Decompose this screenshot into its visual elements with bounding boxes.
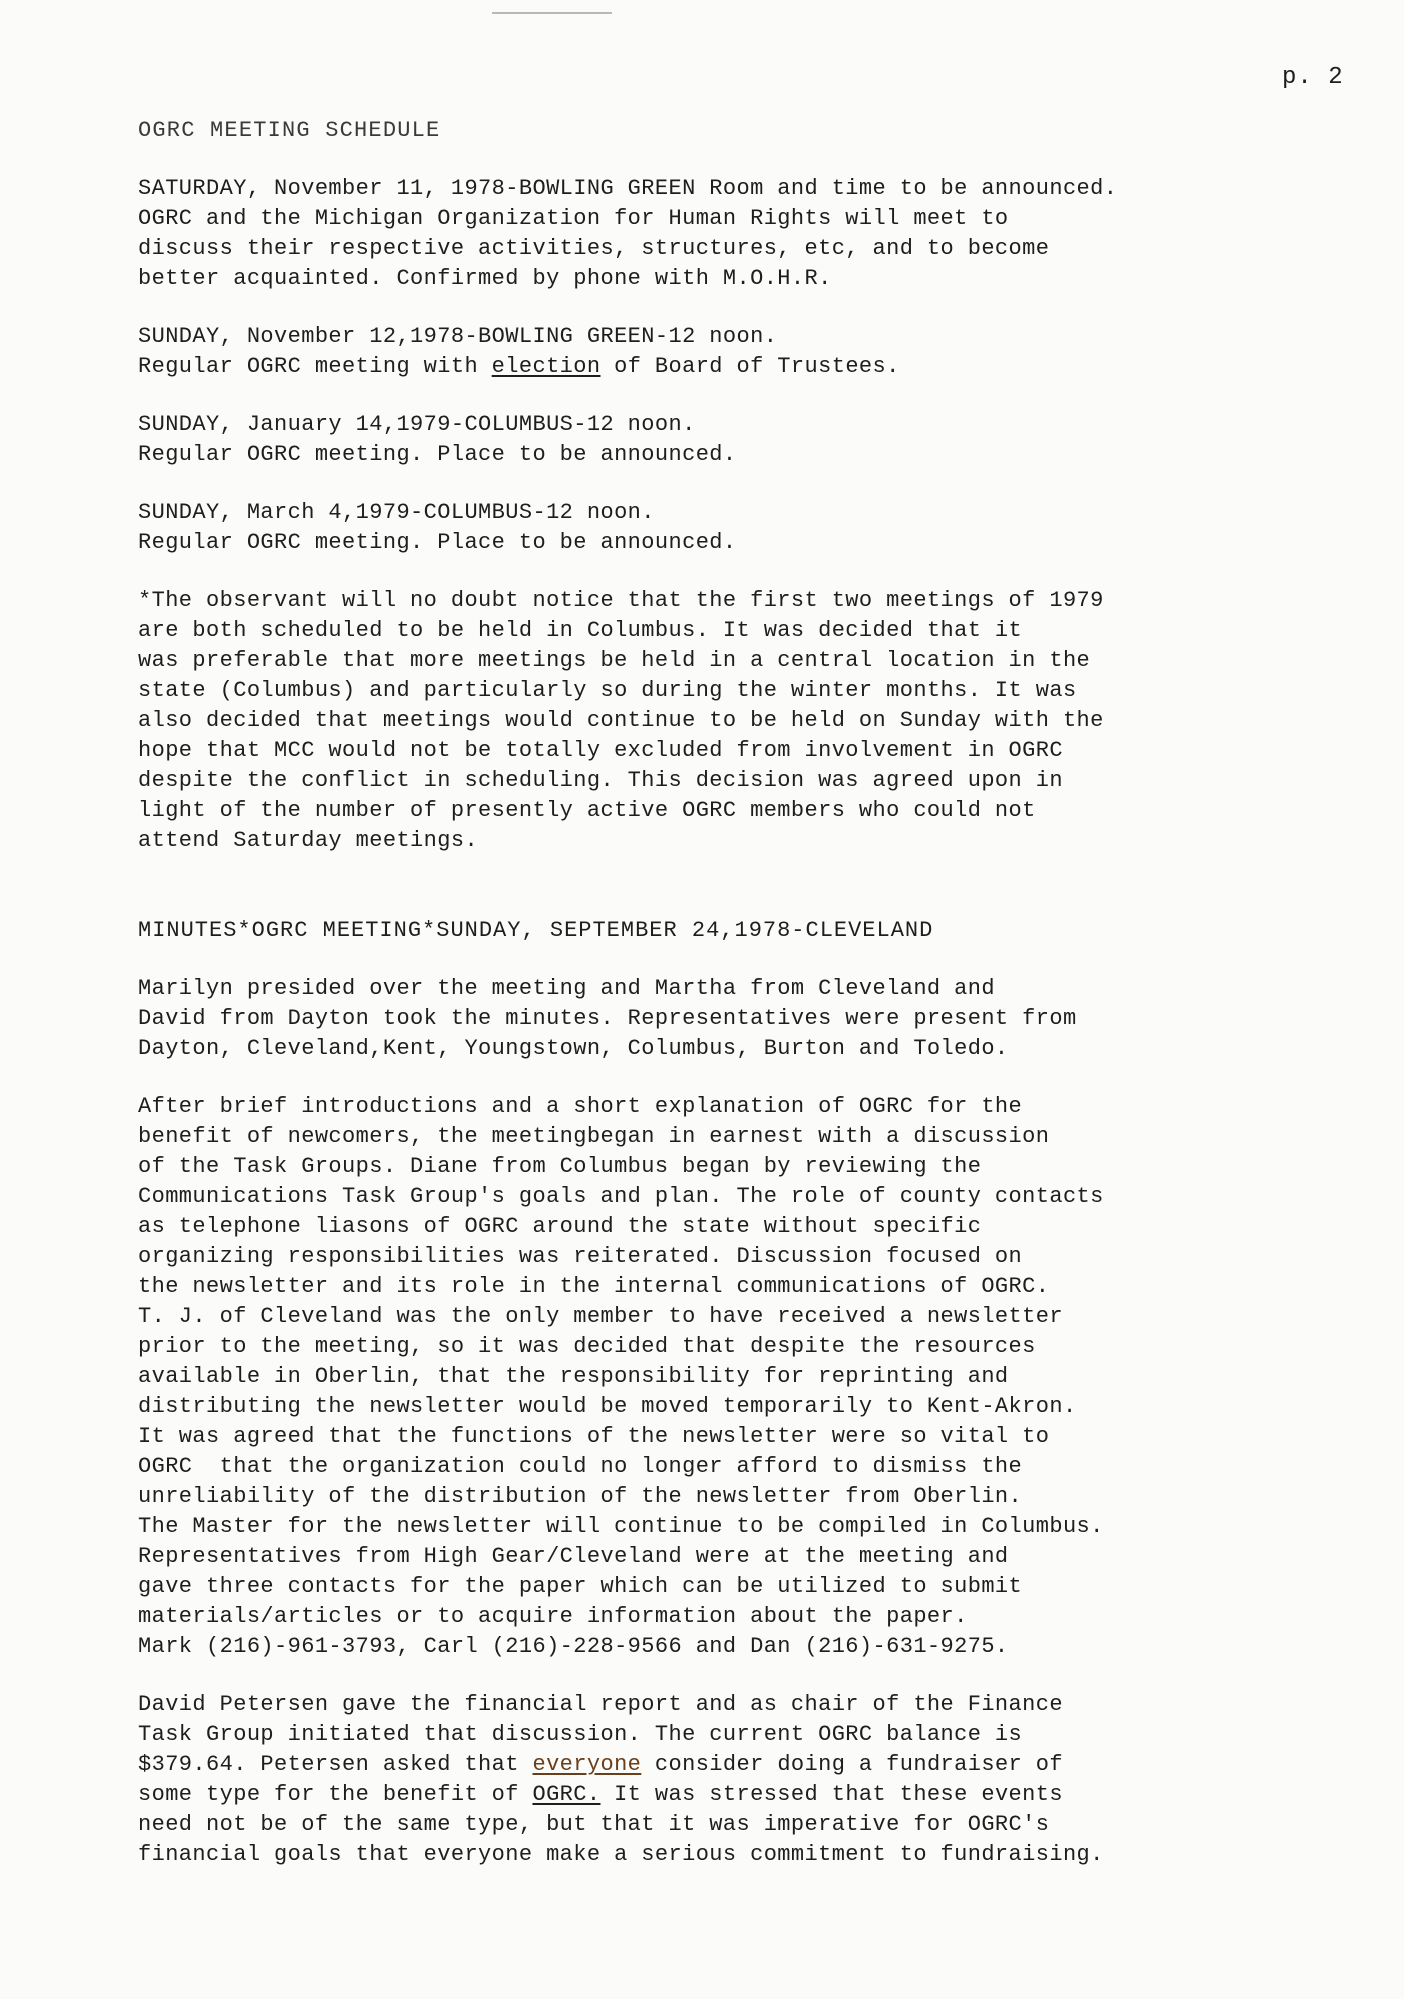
minutes-paragraph-1 bbox=[138, 974, 1358, 1064]
text-line: prior to the meeting, so it was decided that despite the resources bbox=[138, 1334, 1036, 1359]
text-segment: Regular OGRC meeting with bbox=[138, 354, 492, 379]
text-line: OGRC and the Michigan Organization for Human Rights will meet to bbox=[138, 206, 1009, 231]
text-line: Dayton, Cleveland,Kent, Youngstown, Columbus, Burton and Toledo. bbox=[138, 1036, 1009, 1061]
text-line bbox=[138, 1780, 1358, 1810]
text-line: organizing responsibilities was reiterated. Discussion focused on bbox=[138, 1244, 1023, 1269]
text-line bbox=[138, 352, 1358, 382]
text-line: *The observant will no doubt notice that the first two meetings of 1979 bbox=[138, 588, 1104, 613]
text-line: as telephone liasons of OGRC around the state without specific bbox=[138, 1214, 982, 1239]
text-line: available in Oberlin, that the responsibility for reprinting and bbox=[138, 1364, 1009, 1389]
underlined-word-everyone: everyone bbox=[532, 1752, 642, 1777]
text-line bbox=[138, 1750, 1358, 1780]
text-line: After brief introductions and a short explanation of OGRC for the bbox=[138, 1094, 1023, 1119]
text-line: It was agreed that the functions of the newsletter were so vital to bbox=[138, 1424, 1050, 1449]
underlined-word-election: election bbox=[491, 354, 601, 379]
text-line: despite the conflict in scheduling. This decision was agreed upon in bbox=[138, 768, 1063, 793]
text-line: discuss their respective activities, structures, etc, and to become bbox=[138, 236, 1050, 261]
text-line: hope that MCC would not be totally excluded from involvement in OGRC bbox=[138, 738, 1063, 763]
schedule-entry-3 bbox=[138, 410, 1358, 470]
text-line: SATURDAY, November 11, 1978-BOWLING GREEN Room and time to be announced. bbox=[138, 176, 1118, 201]
minutes-paragraph-3 bbox=[138, 1690, 1358, 1870]
text-line: the newsletter and its role in the internal communications of OGRC. bbox=[138, 1274, 1050, 1299]
text-line: attend Saturday meetings. bbox=[138, 828, 479, 853]
text-line: financial goals that everyone make a serious commitment to fundraising. bbox=[138, 1842, 1104, 1867]
schedule-entry-2 bbox=[138, 322, 1358, 382]
schedule-entry-1 bbox=[138, 174, 1358, 294]
text-line: David Petersen gave the financial report and as chair of the Finance bbox=[138, 1692, 1063, 1717]
text-line: Marilyn presided over the meeting and Martha from Cleveland and bbox=[138, 976, 995, 1001]
text-line: Regular OGRC meeting. Place to be announced. bbox=[138, 442, 737, 467]
text-segment: some type for the benefit of bbox=[138, 1782, 533, 1807]
text-line: Communications Task Group's goals and plan. The role of county contacts bbox=[138, 1184, 1104, 1209]
text-line: OGRC that the organization could no longer afford to dismiss the bbox=[138, 1454, 1023, 1479]
text-line: light of the number of presently active OGRC members who could not bbox=[138, 798, 1036, 823]
text-line: distributing the newsletter would be moved temporarily to Kent-Akron. bbox=[138, 1394, 1077, 1419]
text-line: state (Columbus) and particularly so during the winter months. It was bbox=[138, 678, 1077, 703]
text-line: need not be of the same type, but that it was imperative for OGRC's bbox=[138, 1812, 1050, 1837]
text-segment: of Board of Trustees. bbox=[600, 354, 900, 379]
minutes-paragraph-2 bbox=[138, 1092, 1358, 1662]
text-line: Representatives from High Gear/Cleveland were at the meeting and bbox=[138, 1544, 1009, 1569]
underlined-word-ogrc: OGRC. bbox=[532, 1782, 601, 1807]
text-segment: It was stressed that these events bbox=[600, 1782, 1063, 1807]
text-line: also decided that meetings would continue to be held on Sunday with the bbox=[138, 708, 1104, 733]
text-line: SUNDAY, March 4,1979-COLUMBUS-12 noon. bbox=[138, 500, 655, 525]
document-body bbox=[138, 116, 1358, 1898]
schedule-heading: OGRC MEETING SCHEDULE bbox=[138, 118, 441, 143]
text-line: gave three contacts for the paper which can be utilized to submit bbox=[138, 1574, 1023, 1599]
text-line: benefit of newcomers, the meetingbegan in earnest with a discussion bbox=[138, 1124, 1050, 1149]
text-line: T. J. of Cleveland was the only member to have received a newsletter bbox=[138, 1304, 1063, 1329]
text-segment: consider doing a fundraiser of bbox=[641, 1752, 1063, 1777]
schedule-entry-4 bbox=[138, 498, 1358, 558]
text-line: David from Dayton took the minutes. Representatives were present from bbox=[138, 1006, 1077, 1031]
text-line: unreliability of the distribution of the newsletter from Oberlin. bbox=[138, 1484, 1023, 1509]
page-number: p. 2 bbox=[1282, 64, 1344, 91]
minutes-heading: MINUTES*OGRC MEETING*SUNDAY, SEPTEMBER 24,1978-CLEVELAND bbox=[138, 918, 934, 943]
schedule-note bbox=[138, 586, 1358, 856]
text-line: SUNDAY, January 14,1979-COLUMBUS-12 noon. bbox=[138, 412, 696, 437]
text-line: was preferable that more meetings be held in a central location in the bbox=[138, 648, 1091, 673]
top-edge-mark bbox=[492, 12, 612, 14]
text-line: of the Task Groups. Diane from Columbus began by reviewing the bbox=[138, 1154, 982, 1179]
text-line: Task Group initiated that discussion. The current OGRC balance is bbox=[138, 1722, 1023, 1747]
text-line: Regular OGRC meeting. Place to be announced. bbox=[138, 530, 737, 555]
text-line: SUNDAY, November 12,1978-BOWLING GREEN-12 noon. bbox=[138, 324, 778, 349]
text-line: are both scheduled to be held in Columbus. It was decided that it bbox=[138, 618, 1023, 643]
text-line: Mark (216)-961-3793, Carl (216)-228-9566 and Dan (216)-631-9275. bbox=[138, 1634, 1009, 1659]
text-segment: $379.64. Petersen asked that bbox=[138, 1752, 533, 1777]
text-line: materials/articles or to acquire information about the paper. bbox=[138, 1604, 968, 1629]
text-line: better acquainted. Confirmed by phone with M.O.H.R. bbox=[138, 266, 832, 291]
text-line: The Master for the newsletter will continue to be compiled in Columbus. bbox=[138, 1514, 1104, 1539]
